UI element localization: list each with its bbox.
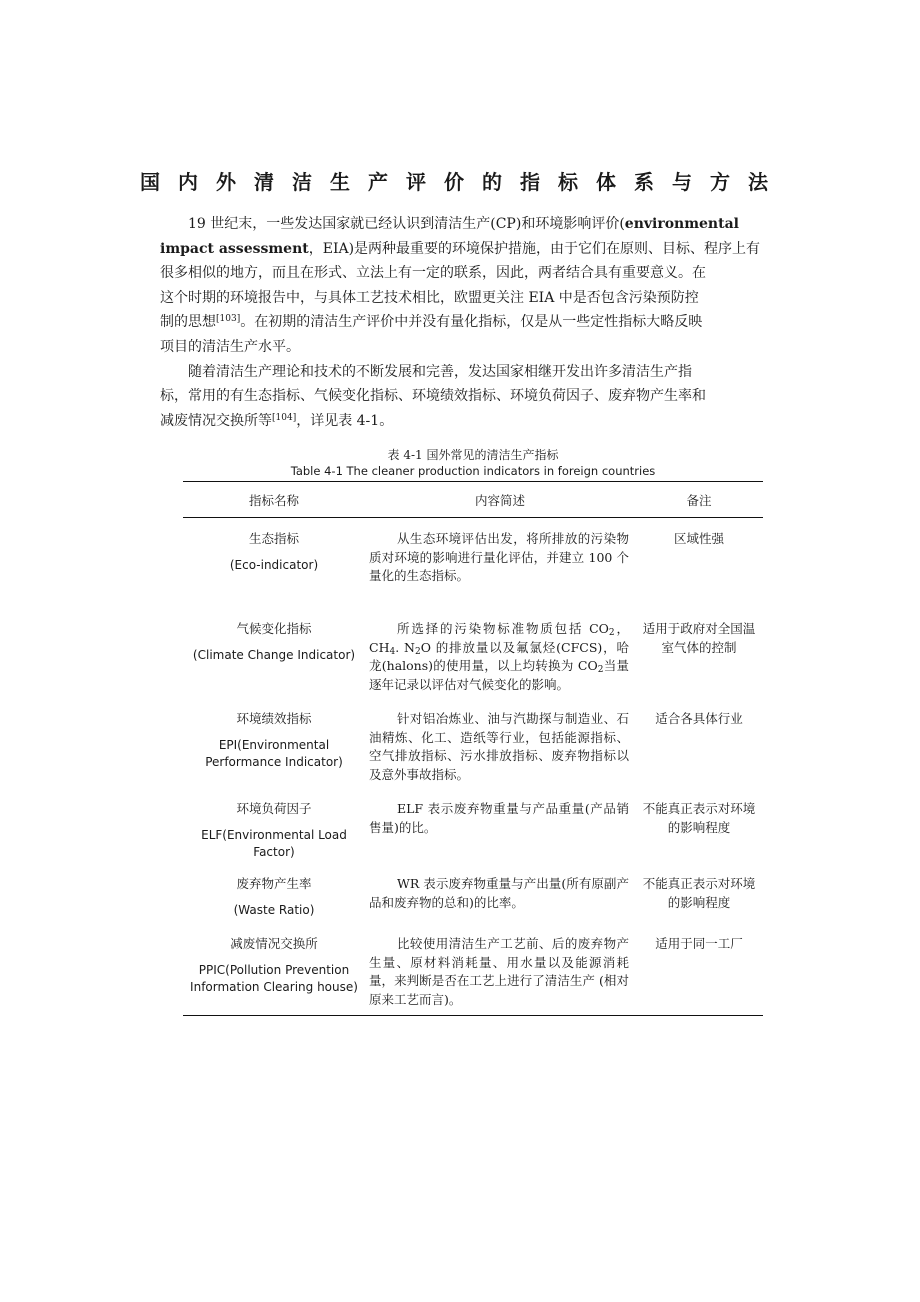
- paragraph-2-line-3: 减废情况交换所等[104]，详见表 4-1。: [160, 412, 394, 429]
- paragraph-1-line-3: 很多相似的地方，而且在形式、立法上有一定的联系，因此，两者结合具有重要意义。在: [160, 265, 706, 282]
- indicator-name-zh: 废弃物产生率: [236, 876, 312, 891]
- indicator-name: [183, 710, 365, 788]
- indicator-name-zh: 气候变化指标: [236, 621, 312, 636]
- paragraph-2-line-1: 随着清洁生产理论和技术的不断发展和完善，发达国家相继开发出许多清洁生产指: [188, 363, 692, 380]
- table-row: [183, 608, 763, 698]
- indicator-note: 适用于政府对全国温室气体的控制: [642, 621, 756, 655]
- indicator-table: [183, 481, 763, 1016]
- table-row: [183, 698, 763, 788]
- header-note: 备注: [686, 492, 712, 508]
- indicator-name: [183, 620, 365, 698]
- indicator-content: 从生态环境评估出发，将所排放的污染物质对环境的影响进行量化评估，并建立 100 个量化的生态指标。: [369, 531, 629, 583]
- paragraph-2-line-2: 标，常用的有生态指标、气候变化指标、环境绩效指标、环境负荷因子、废弃物产生率和: [160, 388, 706, 405]
- indicator-name: [183, 800, 365, 863]
- indicator-note: 区域性强: [673, 531, 724, 546]
- table-row: [183, 923, 763, 1015]
- citation-103: [103]: [216, 314, 241, 325]
- table-row: [183, 518, 763, 608]
- indicator-name-en: (Climate Change Indicator): [192, 647, 356, 662]
- table-caption-zh: 表 4-1 国外常见的清洁生产指标: [387, 448, 559, 462]
- indicator-name-en: (Waste Ratio): [233, 902, 315, 917]
- indicator-name-en: PPIC(Pollution Prevention Information Clearing house): [190, 962, 358, 994]
- indicator-name-zh: 环境绩效指标: [236, 711, 312, 726]
- indicator-note: 不能真正表示对环境的影响程度: [642, 876, 756, 910]
- header-name: 指标名称: [248, 492, 299, 508]
- indicator-name: [183, 935, 365, 1015]
- paragraph-1-line-5: 制的思想[103]。在初期的清洁生产评价中并没有量化指标，仅是从一些定性指标大略反映: [160, 314, 703, 331]
- page-title: 国内外清洁生产评价的指标体系与方法: [140, 170, 786, 194]
- citation-104: [104]: [272, 412, 297, 423]
- table-row: [183, 863, 763, 923]
- indicator-note: 不能真正表示对环境的影响程度: [642, 801, 756, 835]
- body-text: [160, 212, 780, 433]
- indicator-content: WR 表示废弃物重量与产出量(所有原副产品和废弃物的总和)的比率。: [369, 876, 629, 910]
- indicator-content: ELF 表示废弃物重量与产品重量(产品销售量)的比。: [369, 801, 629, 835]
- indicator-name-en: (Eco-indicator): [229, 557, 319, 572]
- indicator-name: [183, 875, 365, 923]
- indicator-name: [183, 530, 365, 608]
- indicator-name-zh: 环境负荷因子: [236, 801, 312, 816]
- indicator-note: 适合各具体行业: [655, 711, 743, 726]
- table-row: [183, 788, 763, 863]
- indicator-name-zh: 生态指标: [248, 531, 299, 546]
- indicator-note: 适用于同一工厂: [655, 936, 743, 951]
- paragraph-1-line-6: 项目的清洁生产水平。: [160, 338, 300, 355]
- indicator-content: 所选择的污染物标准物质包括 $CO_2$，$CH_4$. $N_2O$ 的排放量以及氟氯烃(CFCS)，哈龙(halons)的使用量，以上均转换为 $CO_2$当量逐年记录以评估对气候变化的影响。: [369, 621, 629, 692]
- indicator-name-en: ELF(Environmental Load Factor): [201, 827, 347, 859]
- indicator-content: 比较使用清洁生产工艺前、后的废弃物产生量、原材料消耗量、用水量以及能源消耗量，来判断是否在工艺上进行了清洁生产 (相对原来工艺而言)。: [369, 936, 629, 1007]
- table-bottom-rule: [183, 1015, 763, 1016]
- table-caption-en: Table 4-1 The cleaner production indicators in foreign countries: [290, 464, 656, 478]
- header-content: 内容简述: [474, 492, 525, 508]
- paragraph-1-line-4: 这个时期的环境报告中，与具体工艺技术相比，欧盟更关注 EIA 中是否包含污染预防控: [160, 289, 699, 306]
- indicator-name-en: EPI(Environmental Performance Indicator): [205, 737, 343, 769]
- paragraph-1-line-2: impact assessment，EIA)是两种最重要的环境保护措施，由于它们在原则、目标、程序上有: [160, 240, 761, 257]
- indicator-name-zh: 减废情况交换所: [230, 936, 318, 951]
- indicator-content: 针对铝冶炼业、油与汽勘探与制造业、石油精炼、化工、造纸等行业，包括能源指标、空气排放指标、污水排放指标、废弃物指标以及意外事故指标。: [369, 711, 629, 782]
- table-header-row: [183, 482, 763, 517]
- paragraph-1-line-1: 19 世纪末，一些发达国家就已经认识到清洁生产(CP)和环境影响评价(environmental: [188, 216, 739, 232]
